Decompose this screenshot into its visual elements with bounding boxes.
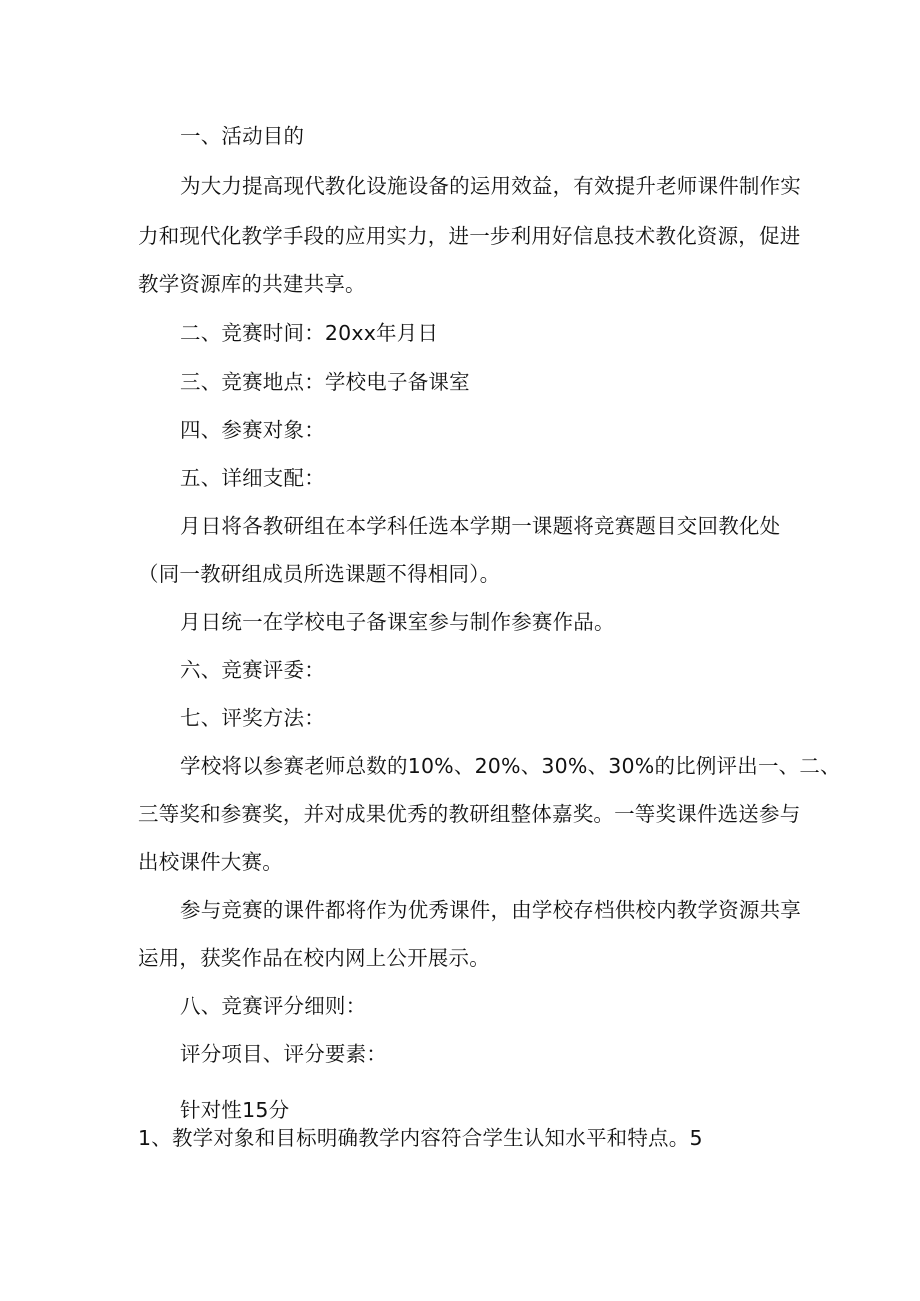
heading-competition-time: 二、竞赛时间：20xx年月日 <box>180 321 439 345</box>
heading-participants: 四、参赛对象： <box>180 418 325 442</box>
paragraph-line: （同一教研组成员所选课题不得相同）。 <box>138 562 501 586</box>
paragraph-line: 出校课件大赛。 <box>138 850 283 874</box>
heading-competition-location: 三、竞赛地点：学校电子备课室 <box>180 370 470 394</box>
paragraph-line: 月日统一在学校电子备课室参与制作参赛作品。 <box>180 610 615 634</box>
heading-arrangement: 五、详细支配： <box>180 466 325 490</box>
scoring-item-line: 1、教学对象和目标明确教学内容符合学生认知水平和特点。5 <box>138 1126 703 1150</box>
paragraph-line: 学校将以参赛老师总数的10%、20%、30%、30%的比例评出一、二、 <box>180 754 841 778</box>
paragraph-line: 参与竞赛的课件都将作为优秀课件，由学校存档供校内教学资源共享 <box>180 898 801 922</box>
paragraph-line: 月日将各教研组在本学科任选本学期一课题将竞赛题目交回教化处 <box>180 514 781 538</box>
scoring-item-title: 针对性15分 <box>180 1098 290 1122</box>
heading-judges: 六、竞赛评委： <box>180 658 325 682</box>
paragraph-line: 为大力提高现代教化设施设备的运用效益，有效提升老师课件制作实 <box>180 174 801 198</box>
heading-activity-purpose: 一、活动目的 <box>180 124 305 148</box>
paragraph-line: 力和现代化教学手段的应用实力，进一步利用好信息技术教化资源，促进 <box>138 224 801 248</box>
heading-scoring-rules: 八、竞赛评分细则： <box>180 994 367 1018</box>
paragraph-line: 评分项目、评分要素： <box>180 1042 387 1066</box>
heading-award-method: 七、评奖方法： <box>180 706 325 730</box>
paragraph-line: 教学资源库的共建共享。 <box>138 272 366 296</box>
paragraph-line: 运用，获奖作品在校内网上公开展示。 <box>138 946 490 970</box>
paragraph-line: 三等奖和参赛奖，并对成果优秀的教研组整体嘉奖。一等奖课件选送参与 <box>138 802 801 826</box>
